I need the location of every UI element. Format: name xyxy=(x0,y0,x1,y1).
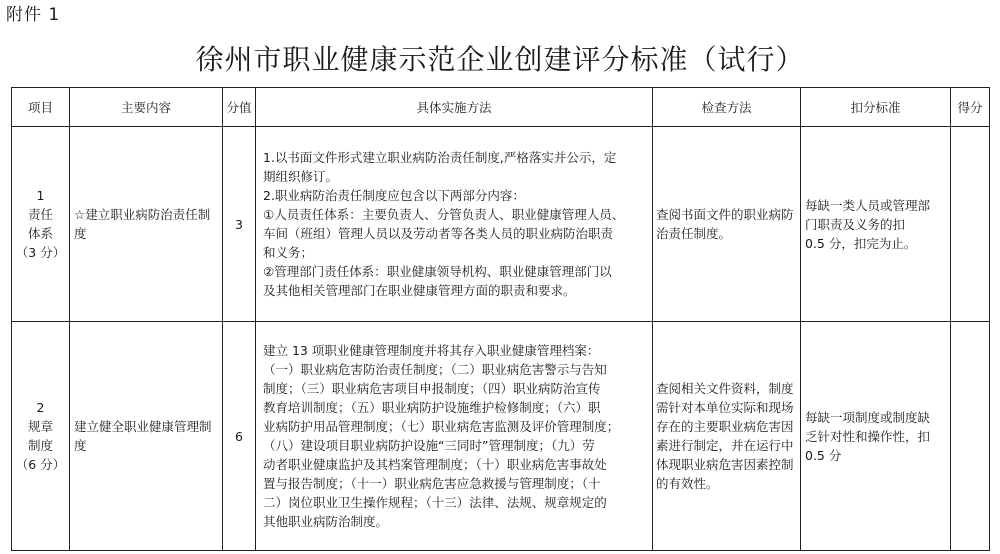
header-score: 分值 xyxy=(223,88,256,127)
project-name-2: 体系 xyxy=(27,226,53,241)
header-project: 项目 xyxy=(12,88,70,127)
scoring-table xyxy=(11,87,990,551)
deduction-line: 每缺一类人员或管理部 xyxy=(805,197,931,213)
method-line: 置与报告制度；（十一）职业病危害应急救援与管理制度；（十 xyxy=(263,476,601,491)
cell-check: 查阅书面文件的职业病防治责任制度。 xyxy=(653,127,801,322)
header-main-content: 主要内容 xyxy=(70,88,223,127)
cell-main-content: ☆建立职业病防治责任制度 xyxy=(70,127,223,322)
cell-result xyxy=(951,127,990,322)
cell-result xyxy=(951,322,990,551)
deduction-line: 乏针对性和操作性，扣 xyxy=(805,428,931,444)
method-line: 动者职业健康监护及其档案管理制度；（十）职业病危害事故处 xyxy=(263,457,607,472)
cell-deduction xyxy=(801,127,951,322)
method-line: 其他职业病防治制度。 xyxy=(263,514,389,529)
deduction-line: 每缺一项制度或制度缺 xyxy=(805,409,931,425)
method-line: 教育培训制度；（五）职业病防护设施维护检修制度；（六）职 xyxy=(263,400,601,415)
cell-score: 6 xyxy=(223,322,256,551)
method-line: 1.以书面文件形式建立职业病防治责任制度,严格落实并公示，定 xyxy=(263,150,617,165)
method-line: 建立 13 项职业健康管理制度并将其存入职业健康管理档案： xyxy=(263,343,600,358)
method-line: 和义务； xyxy=(263,245,314,260)
page-title: 徐州市职业健康示范企业创建评分标准（试行） xyxy=(195,43,805,76)
method-line: 及其他相关管理部门在职业健康管理方面的职责和要求。 xyxy=(263,283,576,298)
header-method: 具体实施方法 xyxy=(256,88,653,127)
project-name-1: 责任 xyxy=(27,207,53,222)
method-line: 制度；（三）职业病危害项目申报制度；（四）职业病防治宣传 xyxy=(263,381,601,396)
table-header-row xyxy=(12,88,990,127)
cell-project xyxy=(12,322,70,551)
project-points: （3 分） xyxy=(15,245,66,260)
method-line: 期组织修订。 xyxy=(263,169,339,184)
method-line: （八）建设项目职业病防护设施“三同时”管理制度；（九）劳 xyxy=(263,438,595,453)
deduction-line: 0.5 分，扣完为止。 xyxy=(805,235,917,251)
cell-main-content: 建立健全职业健康管理制度 xyxy=(70,322,223,551)
attachment-label: 附件 1 xyxy=(6,5,61,25)
header-check: 检查方法 xyxy=(653,88,801,127)
deduction-line: 0.5 分 xyxy=(805,447,842,463)
project-name-2: 制度 xyxy=(27,438,53,453)
table-row xyxy=(12,127,990,322)
cell-method xyxy=(256,127,653,322)
table-row xyxy=(12,322,990,551)
method-line: 业病防护用品管理制度；（七）职业病危害监测及评价管理制度； xyxy=(263,419,620,434)
cell-check: 查阅相关文件资料，制度需针对本单位实际和现场存在的主要职业病危害因素进行制定，并在运行中体现职业病危害因素控制的有效性。 xyxy=(653,322,801,551)
cell-method xyxy=(256,322,653,551)
method-line: ①人员责任体系：主要负责人、分管负责人、职业健康管理人员、 xyxy=(263,207,625,222)
project-points: （6 分） xyxy=(15,457,66,472)
method-line: 二）岗位职业卫生操作规程；（十三）法律、法规、规章规定的 xyxy=(263,495,607,510)
method-line: 2.职业病防治责任制度应包含以下两部分内容： xyxy=(263,188,525,203)
method-line: （一）职业病危害防治责任制度；（二）职业病危害警示与告知 xyxy=(263,362,607,377)
cell-deduction xyxy=(801,322,951,551)
deduction-line: 门职责及义务的扣 xyxy=(805,216,906,232)
project-number: 2 xyxy=(36,400,45,415)
project-name-1: 规章 xyxy=(27,419,53,434)
cell-project xyxy=(12,127,70,322)
header-result: 得分 xyxy=(951,88,990,127)
method-line: 车间（班组）管理人员以及劳动者等各类人员的职业病防治职责 xyxy=(263,226,614,241)
method-line: ②管理部门责任体系：职业健康领导机构、职业健康管理部门以 xyxy=(263,264,612,279)
cell-score: 3 xyxy=(223,127,256,322)
project-number: 1 xyxy=(36,188,45,203)
header-deduction: 扣分标准 xyxy=(801,88,951,127)
